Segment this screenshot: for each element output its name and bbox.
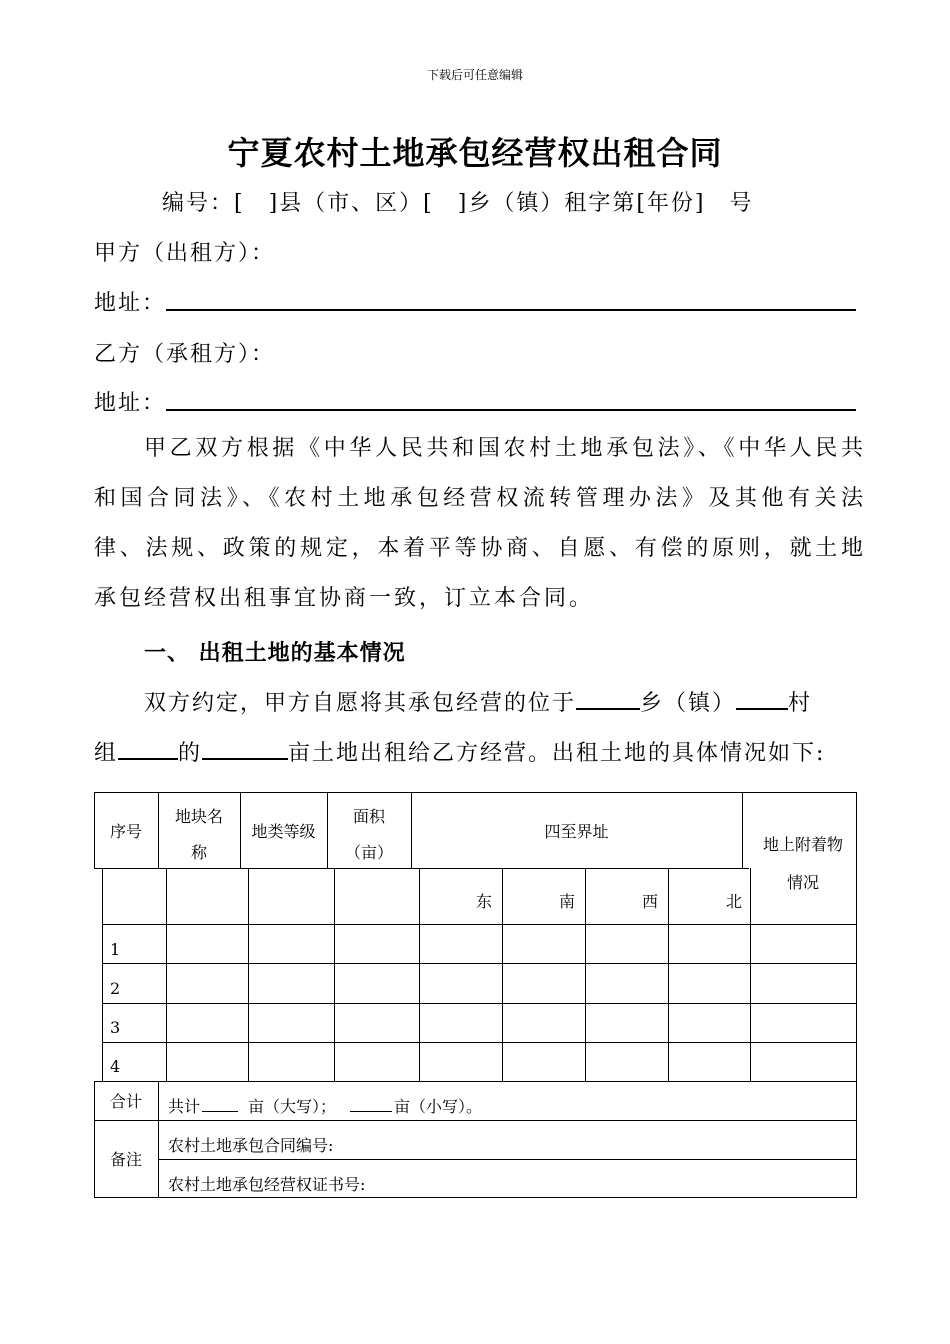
th-boundaries: 四至界址: [544, 822, 609, 841]
section1-text-part3: 村: [788, 691, 813, 716]
party-a-address-label: 地址：: [94, 291, 167, 316]
section1-text-part4: 组: [94, 741, 119, 766]
total-number-blank[interactable]: [350, 1097, 392, 1112]
section1-heading: 一、 出租土地的基本情况: [144, 641, 406, 666]
party-b-address-label: 地址：: [94, 391, 167, 416]
th-attachments-1: 地上附着物: [762, 834, 843, 854]
section1-text-part5: 的: [178, 741, 203, 766]
remarks-contract-number: 农村土地承包合同编号:: [168, 1136, 334, 1155]
party-a-label: 甲方（出租方）：: [94, 241, 276, 266]
section1-text-part2: 乡（镇）: [640, 691, 737, 716]
village-blank[interactable]: [736, 688, 788, 710]
th-seq: 序号: [109, 822, 142, 841]
party-b-address-field[interactable]: [166, 409, 856, 411]
total-text-c: 亩（小写）。: [394, 1097, 483, 1116]
section1-text-line2: [94, 736, 825, 767]
row-number: 4: [110, 1056, 121, 1076]
th-plot-name-1: 地块名: [174, 806, 223, 826]
section1-text-line1: [144, 686, 812, 717]
total-chinese-blank[interactable]: [202, 1097, 238, 1112]
township-blank[interactable]: [576, 688, 640, 710]
acreage-blank[interactable]: [202, 738, 288, 760]
header-note: 下载后可任意编辑: [426, 68, 523, 82]
total-text: [168, 1094, 482, 1117]
th-land-grade: 地类等级: [251, 822, 316, 841]
total-text-b: 亩（大写）；: [248, 1097, 337, 1116]
th-east: 东: [475, 891, 492, 911]
row-number: 1: [110, 939, 121, 959]
intro-paragraph: 甲乙双方根据《中华人民共和国农村土地承包法》、《中华人民共和国合同法》、《农村土地承包经营权流转管理办法》及其他有关法律、法规、政策的规定，本着平等协商、自愿、有偿的原则，就土地承包经营权出租事宜协商一致，订立本合同。: [94, 436, 866, 611]
th-west: 西: [641, 891, 658, 911]
total-text-a: 共计: [168, 1097, 201, 1116]
th-south: 南: [558, 891, 575, 911]
group-blank[interactable]: [118, 738, 178, 760]
th-area-2: （亩）: [344, 842, 393, 862]
row-number: 3: [110, 1017, 121, 1037]
remarks-certificate-number: 农村土地承包经营权证书号:: [168, 1175, 366, 1194]
total-label: 合计: [109, 1092, 142, 1111]
th-plot-name-2: 称: [190, 842, 207, 862]
party-b-label: 乙方（承租方）：: [94, 342, 276, 367]
th-area-1: 面积: [352, 806, 385, 826]
section1-text-part6: 亩土地出租给乙方经营。出租土地的具体情况如下:: [288, 741, 826, 766]
row-number: 2: [110, 978, 121, 998]
th-attachments-2: 情况: [786, 872, 819, 892]
party-a-address-field[interactable]: [166, 309, 856, 311]
page-title: 宁夏农村土地承包经营权出租合同: [227, 134, 723, 172]
section1-text-part1: 双方约定，甲方自愿将其承包经营的位于: [144, 691, 577, 716]
remarks-label: 备注: [109, 1150, 142, 1169]
th-north: 北: [725, 891, 742, 911]
contract-number-line: 编号：[ ]县（市、区）[ ]乡（镇）租字第[年份] 号: [162, 191, 754, 216]
